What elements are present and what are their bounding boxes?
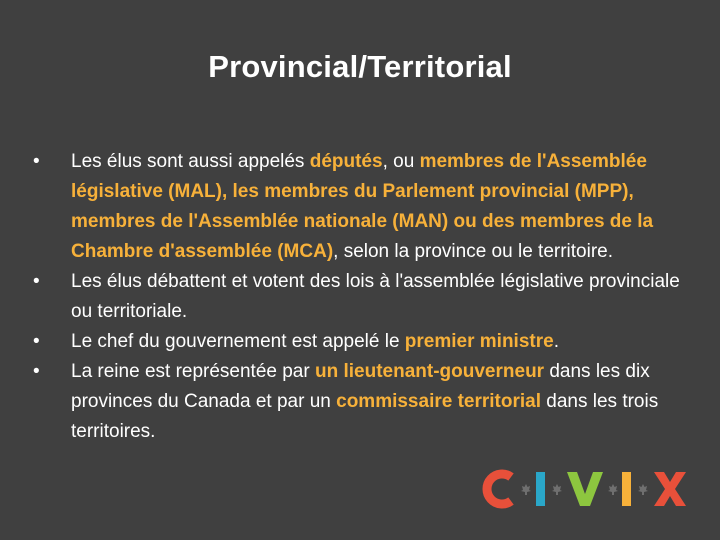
highlight-term: commissaire territorial <box>336 391 541 412</box>
bullet-item <box>33 357 683 447</box>
bullet-item <box>33 267 683 327</box>
bullet-text-segment: dans les dix provinces du Canada et par un <box>71 361 650 412</box>
logo-letter-i <box>536 472 545 506</box>
bullet-item <box>33 147 683 267</box>
maple-leaf-icon <box>552 484 562 495</box>
bullet-icon: • <box>33 331 40 352</box>
bullet-icon: • <box>33 271 40 292</box>
maple-leaf-icon <box>521 484 531 495</box>
bullet-icon: • <box>33 151 40 172</box>
highlight-term: membres de l'Assemblée législative (MAL), les membres du Parlement provincial (MPP), membres de l'Assemblée nationale (MAN) ou des membres de la Chambre d'assemblée (MCA) <box>71 151 654 262</box>
bullet-text-segment: Le chef du gouvernement est appelé le <box>71 331 405 352</box>
civix-logo <box>478 468 688 510</box>
highlight-term: premier ministre <box>404 331 554 352</box>
bullet-text-segment: , ou <box>382 151 420 172</box>
highlight-term: députés <box>309 151 383 172</box>
bullet-item <box>33 327 683 357</box>
maple-leaf-icon <box>608 484 618 495</box>
logo-letter-c <box>487 474 511 504</box>
bullet-text-segment: , selon la province ou le territoire. <box>333 241 614 262</box>
logo-letter-i <box>622 472 631 506</box>
bullet-text-segment: . <box>553 331 559 352</box>
slide-title: Provincial/Territorial <box>208 49 512 84</box>
bullet-text-segment: Les élus sont aussi appelés <box>71 151 310 172</box>
bullet-list <box>33 147 683 447</box>
logo-letter-v <box>567 472 603 506</box>
highlight-term: un lieutenant-gouverneur <box>315 361 545 382</box>
logo-letter-x <box>654 472 686 506</box>
bullet-icon: • <box>33 361 40 382</box>
bullet-text-segment: Les élus débattent et votent des lois à l'assemblée législative provinciale ou territoriale. <box>71 271 680 322</box>
bullet-text-segment: La reine est représentée par <box>71 361 315 382</box>
maple-leaf-icon <box>638 484 648 495</box>
bullet-text-segment: dans les trois territoires. <box>71 391 659 442</box>
